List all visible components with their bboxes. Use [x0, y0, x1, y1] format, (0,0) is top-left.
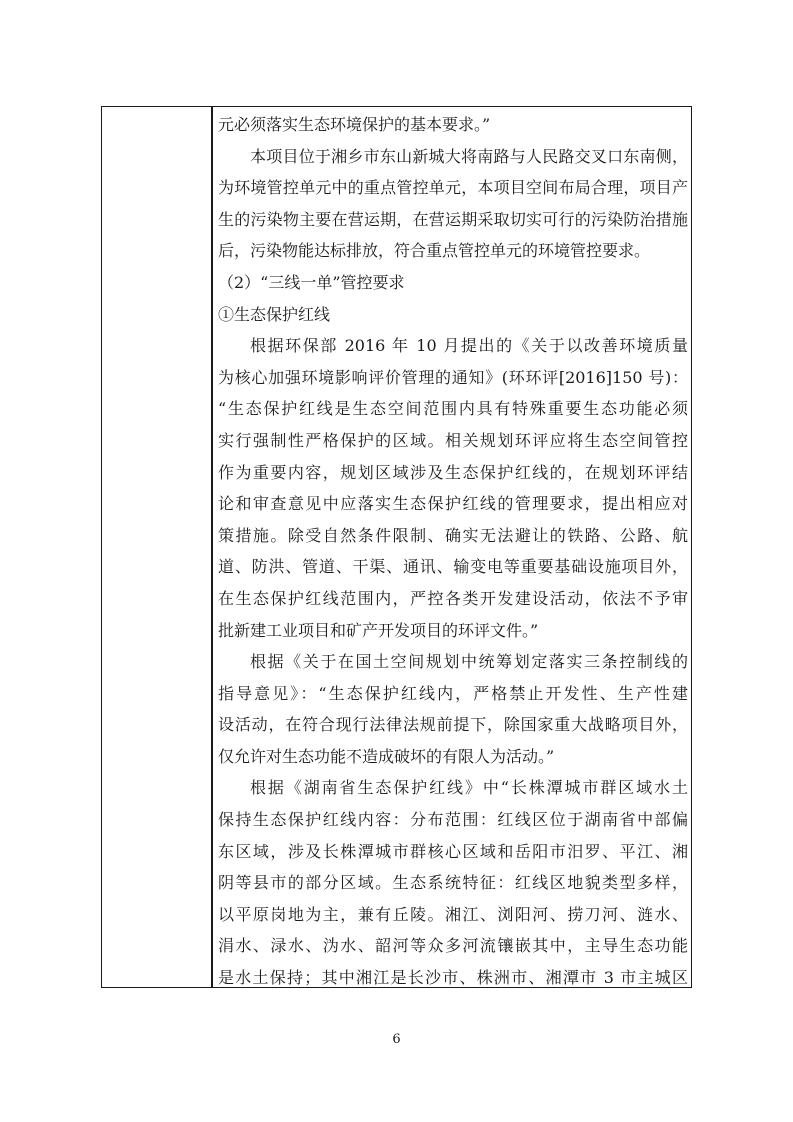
paragraph-line: 道、防洪、管道、干渠、通讯、输变电等重要基础设施项目外， — [218, 557, 688, 577]
table-content-cell — [218, 109, 688, 994]
paragraph-line: 为核心加强环境影响评价管理的通知》(环环评[2016]150 号)： — [218, 367, 688, 387]
paragraph-line: 涓水、渌水、沩水、韶河等众多河流镶嵌其中，主导生态功能 — [218, 936, 688, 956]
subsection-heading: ①生态保护红线 — [218, 304, 331, 324]
paragraph-line: 根据《湖南省生态保护红线》中“长株潭城市群区域水土 — [250, 778, 688, 798]
section-heading: （2）“三线一单”管控要求 — [218, 272, 405, 292]
paragraph-line: 策措施。除受自然条件限制、确实无法避让的铁路、公路、航 — [218, 525, 688, 545]
page-number: 6 — [392, 1032, 401, 1047]
paragraph-line: 仅允许对生态功能不造成破坏的有限人为活动。” — [218, 746, 555, 766]
paragraph-line: 阴等县市的部分区域。生态系统特征：红线区地貌类型多样， — [218, 873, 688, 893]
paragraph-line: 指导意见》：“生态保护红线内，严格禁止开发性、生产性建 — [218, 683, 688, 703]
paragraph-line: 本项目位于湘乡市东山新城大将南路与人民路交叉口东南侧， — [250, 146, 688, 166]
paragraph-line: 批新建工业项目和矿产开发项目的环评文件。” — [218, 620, 539, 640]
paragraph-line: 东区域，涉及长株潭城市群核心区域和岳阳市汨罗、平江、湘 — [218, 841, 688, 861]
paragraph-line: 保持生态保护红线内容：分布范围：红线区位于湖南省中部偏 — [218, 810, 688, 830]
paragraph-line: 在生态保护红线范围内，严控各类开发建设活动，依法不予审 — [218, 588, 688, 608]
paragraph-line: “生态保护红线是生态空间范围内具有特殊重要生态功能必须 — [218, 399, 688, 419]
paragraph-line: 以平原岗地为主，兼有丘陵。湘江、浏阳河、捞刀河、涟水、 — [218, 904, 688, 924]
paragraph-line: 为环境管控单元中的重点管控单元，本项目空间布局合理，项目产 — [218, 178, 688, 198]
paragraph-line: 元必须落实生态环境保护的基本要求。” — [218, 115, 491, 134]
paragraph-line: 实行强制性严格保护的区域。相关规划环评应将生态空间管控 — [218, 430, 688, 450]
paragraph-line: 设活动，在符合现行法律法规前提下，除国家重大战略项目外， — [218, 715, 688, 735]
paragraph-line: 是水土保持；其中湘江是长沙市、株洲市、湘潭市 3 市主城区 — [218, 968, 688, 988]
paragraph-line: 后，污染物能达标排放，符合重点管控单元的环境管控要求。 — [218, 241, 651, 261]
paragraph-line: 根据环保部 2016 年 10 月提出的《关于以改善环境质量 — [250, 336, 688, 356]
paragraph-line: 根据《关于在国土空间规划中统筹划定落实三条控制线的 — [250, 652, 688, 672]
paragraph-line: 生的污染物主要在营运期，在营运期采取切实可行的污染防治措施 — [218, 209, 688, 229]
table-column-divider — [211, 106, 213, 988]
paragraph-line: 论和审查意见中应落实生态保护红线的管理要求，提出相应对 — [218, 494, 688, 514]
paragraph-line: 作为重要内容，规划区域涉及生态保护红线的，在规划环评结 — [218, 462, 688, 482]
